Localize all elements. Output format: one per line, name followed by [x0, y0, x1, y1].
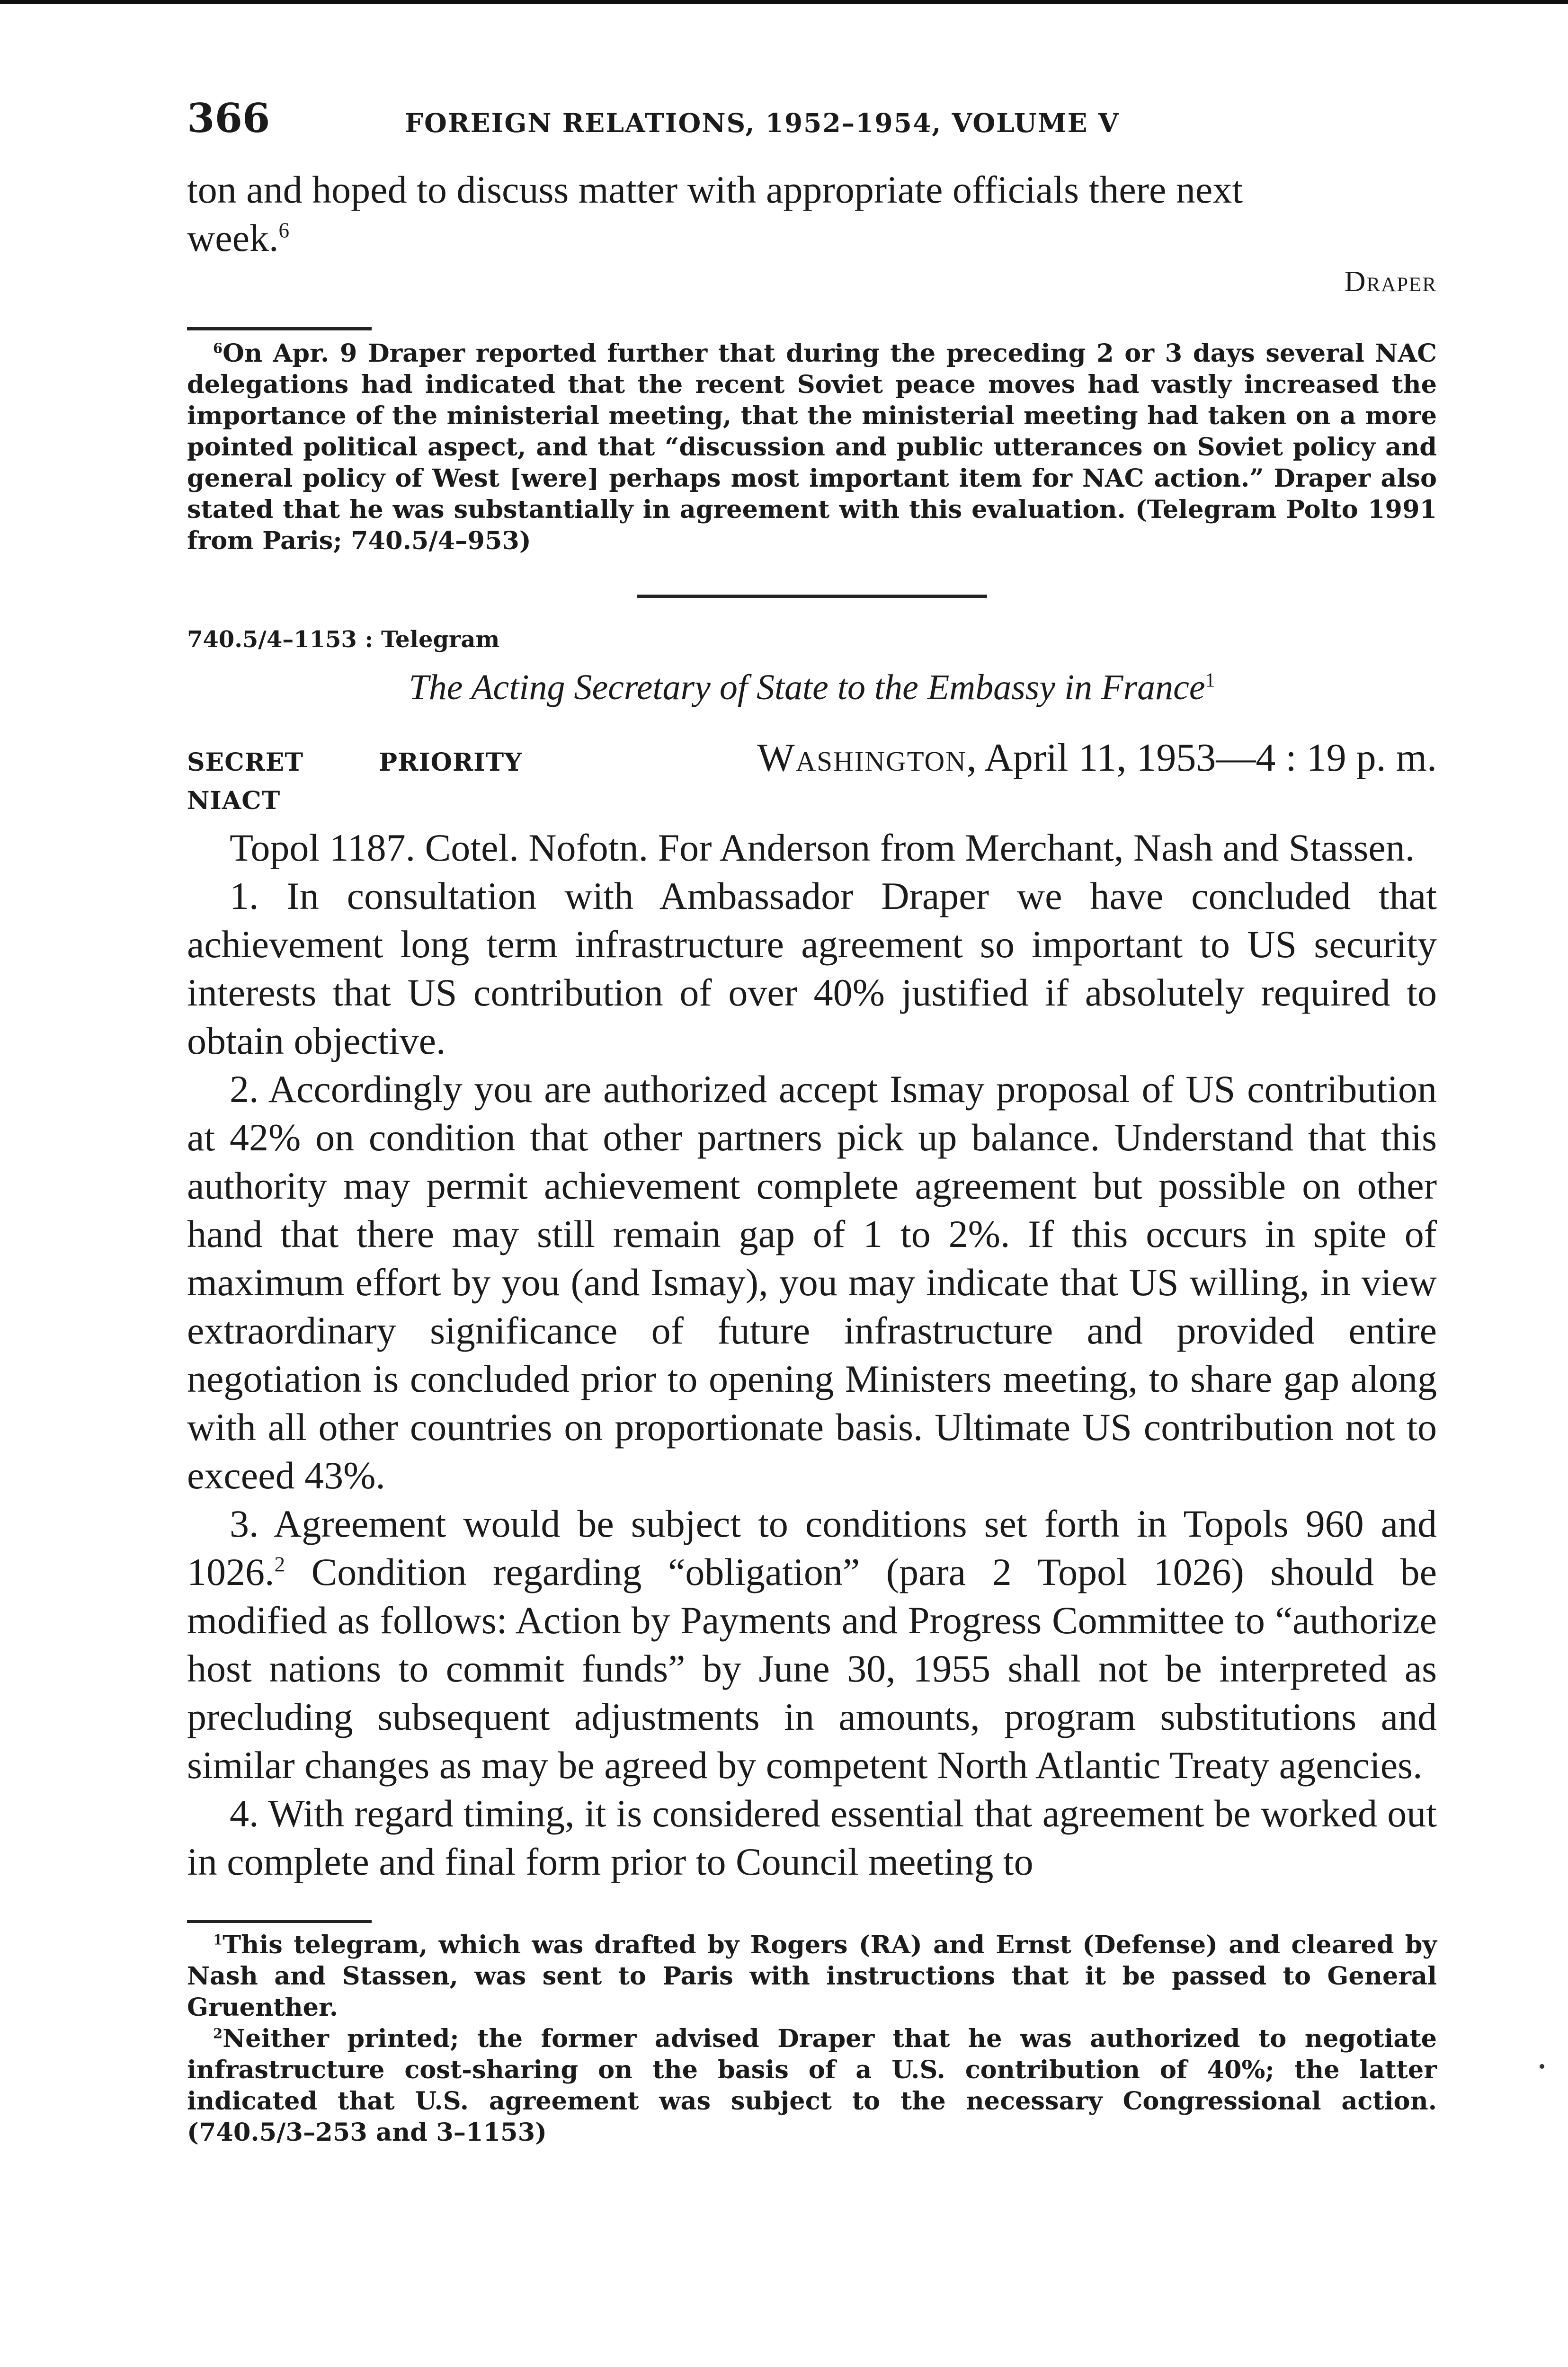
document-title [187, 667, 1437, 708]
footnote-2 [187, 2023, 1437, 2148]
signature: Draper [1344, 266, 1437, 298]
footnote-2-mark: 2 [213, 2025, 223, 2042]
paragraph-3 [187, 1500, 1437, 1789]
dateline-place: Washington [757, 736, 967, 780]
footnote-1-text: This telegram, which was drafted by Rogers (RA) and Ernst (Defense) and cleared by Nash and Stassen, was sent to Paris with instructions that it be passed to General Gruenther. [187, 1931, 1437, 2022]
document-title-text: The Acting Secretary of State to the Embassy in France [409, 667, 1205, 707]
document-separator [637, 595, 987, 598]
footnote-rule [187, 327, 372, 330]
footnote-ref-2: 2 [274, 1552, 285, 1576]
footnote-1-mark: 1 [213, 1931, 223, 1948]
previous-document-closing [187, 166, 1437, 262]
paragraph-3-text-a: 3. Agreement would be subject to conditions set forth in Topols 960 and 1026. [187, 1502, 1437, 1593]
paragraph-3-text-b: Condition regarding “obligation” (para 2 Topol 1026) should be modified as follows: Action by Payments and Progress Committee to “authorize host nations to commit funds” by June 30, 1955 shall not be interpreted as precluding subsequent adjustments in amounts, program substitutions and similar changes as may be agreed by competent North Atlantic Treaty agencies. [187, 1550, 1437, 1787]
scan-border [0, 0, 1568, 4]
footnote-1 [187, 1930, 1437, 2023]
dateline-date: , April 11, 1953—4 : 19 p. m. [966, 736, 1437, 780]
footnote-ref-1: 1 [1205, 669, 1215, 692]
footnote-mark: 6 [213, 340, 223, 356]
precedence: PRIORITY [379, 748, 523, 777]
series-title: FOREIGN RELATIONS, 1952–1954, VOLUME V [405, 107, 1120, 138]
footnote-2-text: Neither printed; the former advised Draper that he was authorized to negotiate infrastructure cost-sharing on the basis of a U.S. contribution of 40%; the latter indicated that U.S. agreement was subject to the necessary Congressional action. (740.5/3–253 and 3–1153) [187, 2024, 1437, 2147]
closing-line-2: week. [187, 216, 279, 259]
paragraph-2: 2. Accordingly you are authorized accept Ismay proposal of US contribution at 42% on condition that other partners pick up balance. Understand that this authority may permit achievement complete agreement but possible on other hand that there may still remain gap of 1 to 2%. If this occurs in spite of maximum effort by you (and Ismay), you may indicate that US willing, in view extraordinary significance of future infrastructure and provided entire negotiation is concluded prior to opening Ministers meeting, to share gap along with all other countries on proportionate basis. Ultimate US contribution not to exceed 43%. [187, 1068, 1437, 1497]
document-page [187, 95, 1437, 2148]
paragraph-4: 4. With regard timing, it is considered essential that agreement be worked out in complete and final form prior to Council meeting to [187, 1792, 1437, 1883]
classification: SECRET [187, 748, 304, 777]
running-head [187, 95, 1437, 166]
paragraph-1: 1. In consultation with Ambassador Draper we have concluded that achievement long term infrastructure agreement so important to US security interests that US contribution of over 40% justified if absolutely required to obtain objective. [187, 874, 1437, 1062]
handling-indicator: NIACT [187, 786, 281, 815]
footnote-rule-bottom [187, 1920, 372, 1923]
footnote-ref-6: 6 [278, 218, 290, 242]
page-number: 366 [187, 95, 270, 142]
scan-speck [1540, 2064, 1544, 2069]
telegram-opening: Topol 1187. Cotel. Nofotn. For Anderson from Merchant, Nash and Stassen. [230, 826, 1415, 869]
dateline [757, 735, 1437, 781]
footnote-6 [187, 338, 1437, 557]
file-number: 740.5/4–1153 : Telegram [187, 626, 500, 653]
footnote-text: On Apr. 9 Draper reported further that during the preceding 2 or 3 days several NAC delegations had indicated that the recent Soviet peace moves had vastly increased the importance of the ministerial meeting, that the ministerial meeting had taken on a more pointed political aspect, and that “discussion and public utterances on Soviet policy and general policy of West [were] perhaps most important item for NAC action.” Draper also stated that he was substantially in agreement with this evaluation. (Telegram Polto 1991 from Paris; 740.5/4–953) [187, 339, 1437, 555]
telegram-header-row [187, 735, 1437, 781]
closing-line-1: ton and hoped to discuss matter with appropriate officials there next [187, 168, 1243, 211]
